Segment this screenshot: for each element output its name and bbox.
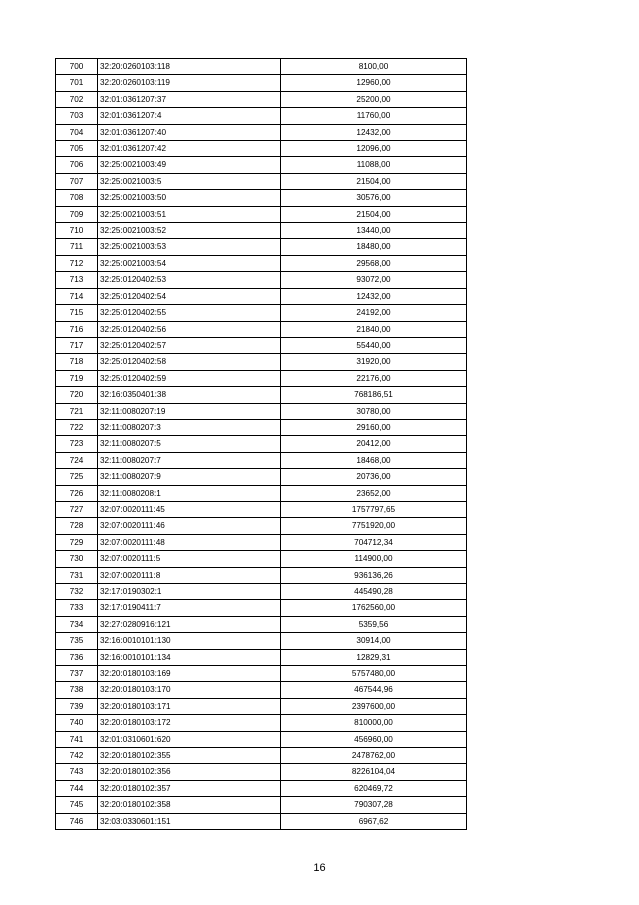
row-number-cell: 742 [56, 748, 98, 764]
cadastral-value-cell: 29568,00 [281, 255, 467, 271]
table-row [56, 337, 467, 353]
cadastral-value-cell: 704712,34 [281, 534, 467, 550]
cadastral-number-cell: 32:01:0310601:620 [98, 731, 281, 747]
table-row [56, 157, 467, 173]
cadastral-value-cell: 20412,00 [281, 436, 467, 452]
cadastral-number-cell: 32:20:0180103:169 [98, 666, 281, 682]
row-number-cell: 702 [56, 91, 98, 107]
cadastral-number-cell: 32:25:0021003:54 [98, 255, 281, 271]
table-row [56, 649, 467, 665]
cadastral-number-cell: 32:20:0180102:357 [98, 780, 281, 796]
cadastral-value-cell: 12829,31 [281, 649, 467, 665]
table-row [56, 518, 467, 534]
row-number-cell: 711 [56, 239, 98, 255]
table-row [56, 764, 467, 780]
table-row [56, 534, 467, 550]
cadastral-number-cell: 32:20:0180103:171 [98, 698, 281, 714]
cadastral-number-cell: 32:20:0260103:118 [98, 59, 281, 75]
cadastral-value-cell: 936136,26 [281, 567, 467, 583]
cadastral-number-cell: 32:16:0010101:134 [98, 649, 281, 665]
cadastral-number-cell: 32:25:0021003:53 [98, 239, 281, 255]
table-row [56, 469, 467, 485]
cadastral-value-cell: 2478762,00 [281, 748, 467, 764]
table-row [56, 305, 467, 321]
cadastral-value-cell: 5359,56 [281, 616, 467, 632]
table-row [56, 124, 467, 140]
table-row [56, 206, 467, 222]
row-number-cell: 709 [56, 206, 98, 222]
cadastral-value-cell: 29160,00 [281, 419, 467, 435]
cadastral-value-cell: 22176,00 [281, 370, 467, 386]
cadastral-value-cell: 445490,28 [281, 584, 467, 600]
cadastral-number-cell: 32:17:0190302:1 [98, 584, 281, 600]
cadastral-value-cell: 467544,96 [281, 682, 467, 698]
row-number-cell: 705 [56, 141, 98, 157]
cadastral-value-cell: 810000,00 [281, 715, 467, 731]
row-number-cell: 701 [56, 75, 98, 91]
cadastral-value-cell: 30576,00 [281, 190, 467, 206]
cadastral-number-cell: 32:17:0190411:7 [98, 600, 281, 616]
cadastral-number-cell: 32:20:0260103:119 [98, 75, 281, 91]
cadastral-value-cell: 30780,00 [281, 403, 467, 419]
cadastral-number-cell: 32:01:0361207:40 [98, 124, 281, 140]
cadastral-number-cell: 32:27:0280916:121 [98, 616, 281, 632]
row-number-cell: 713 [56, 272, 98, 288]
cadastral-number-cell: 32:07:0020111:46 [98, 518, 281, 534]
row-number-cell: 740 [56, 715, 98, 731]
cadastral-number-cell: 32:20:0180103:172 [98, 715, 281, 731]
row-number-cell: 730 [56, 551, 98, 567]
table-row [56, 436, 467, 452]
cadastral-value-cell: 7751920,00 [281, 518, 467, 534]
cadastral-number-cell: 32:11:0080207:3 [98, 419, 281, 435]
table-row [56, 272, 467, 288]
row-number-cell: 732 [56, 584, 98, 600]
cadastral-number-cell: 32:25:0021003:5 [98, 173, 281, 189]
row-number-cell: 737 [56, 666, 98, 682]
table-row [56, 780, 467, 796]
table-row [56, 731, 467, 747]
cadastral-value-cell: 21504,00 [281, 173, 467, 189]
cadastral-value-cell: 12432,00 [281, 288, 467, 304]
table-row [56, 485, 467, 501]
cadastral-value-table [55, 58, 467, 830]
cadastral-value-cell: 11088,00 [281, 157, 467, 173]
cadastral-number-cell: 32:20:0180102:355 [98, 748, 281, 764]
row-number-cell: 736 [56, 649, 98, 665]
cadastral-number-cell: 32:20:0180103:170 [98, 682, 281, 698]
row-number-cell: 731 [56, 567, 98, 583]
cadastral-value-cell: 456960,00 [281, 731, 467, 747]
cadastral-number-cell: 32:25:0120402:55 [98, 305, 281, 321]
cadastral-number-cell: 32:07:0020111:5 [98, 551, 281, 567]
cadastral-value-cell: 8226104,04 [281, 764, 467, 780]
row-number-cell: 722 [56, 419, 98, 435]
row-number-cell: 723 [56, 436, 98, 452]
cadastral-value-cell: 790307,28 [281, 797, 467, 813]
row-number-cell: 735 [56, 633, 98, 649]
row-number-cell: 719 [56, 370, 98, 386]
row-number-cell: 724 [56, 452, 98, 468]
table-row [56, 616, 467, 632]
cadastral-number-cell: 32:11:0080207:19 [98, 403, 281, 419]
table-row [56, 173, 467, 189]
row-number-cell: 714 [56, 288, 98, 304]
table-row [56, 370, 467, 386]
cadastral-value-cell: 8100,00 [281, 59, 467, 75]
table-row [56, 682, 467, 698]
table-body [56, 59, 467, 830]
cadastral-number-cell: 32:01:0361207:42 [98, 141, 281, 157]
cadastral-value-cell: 20736,00 [281, 469, 467, 485]
table-row [56, 797, 467, 813]
cadastral-value-cell: 18480,00 [281, 239, 467, 255]
table-row [56, 501, 467, 517]
cadastral-number-cell: 32:25:0021003:50 [98, 190, 281, 206]
cadastral-value-cell: 13440,00 [281, 223, 467, 239]
cadastral-value-cell: 18468,00 [281, 452, 467, 468]
table-row [56, 59, 467, 75]
table-row [56, 698, 467, 714]
table-row [56, 354, 467, 370]
cadastral-value-cell: 768186,51 [281, 387, 467, 403]
cadastral-number-cell: 32:25:0120402:53 [98, 272, 281, 288]
cadastral-value-cell: 2397600,00 [281, 698, 467, 714]
cadastral-value-cell: 12960,00 [281, 75, 467, 91]
cadastral-value-cell: 5757480,00 [281, 666, 467, 682]
cadastral-number-cell: 32:11:0080208:1 [98, 485, 281, 501]
row-number-cell: 717 [56, 337, 98, 353]
cadastral-number-cell: 32:11:0080207:7 [98, 452, 281, 468]
row-number-cell: 716 [56, 321, 98, 337]
table-row [56, 239, 467, 255]
table-row [56, 452, 467, 468]
table-row [56, 666, 467, 682]
cadastral-value-cell: 55440,00 [281, 337, 467, 353]
row-number-cell: 703 [56, 108, 98, 124]
cadastral-value-cell: 6967,62 [281, 813, 467, 829]
cadastral-value-cell: 12096,00 [281, 141, 467, 157]
cadastral-value-cell: 114900,00 [281, 551, 467, 567]
table-row [56, 223, 467, 239]
cadastral-number-cell: 32:25:0021003:51 [98, 206, 281, 222]
row-number-cell: 708 [56, 190, 98, 206]
table-row [56, 403, 467, 419]
table-row [56, 75, 467, 91]
cadastral-value-cell: 24192,00 [281, 305, 467, 321]
cadastral-value-cell: 21504,00 [281, 206, 467, 222]
cadastral-number-cell: 32:11:0080207:9 [98, 469, 281, 485]
row-number-cell: 707 [56, 173, 98, 189]
cadastral-value-cell: 31920,00 [281, 354, 467, 370]
cadastral-value-cell: 620469,72 [281, 780, 467, 796]
row-number-cell: 739 [56, 698, 98, 714]
table-row [56, 141, 467, 157]
cadastral-number-cell: 32:25:0021003:49 [98, 157, 281, 173]
cadastral-number-cell: 32:11:0080207:5 [98, 436, 281, 452]
table-row [56, 600, 467, 616]
row-number-cell: 725 [56, 469, 98, 485]
cadastral-value-cell: 25200,00 [281, 91, 467, 107]
cadastral-number-cell: 32:20:0180102:356 [98, 764, 281, 780]
table-row [56, 108, 467, 124]
cadastral-value-cell: 1757797,65 [281, 501, 467, 517]
row-number-cell: 728 [56, 518, 98, 534]
cadastral-value-cell: 11760,00 [281, 108, 467, 124]
row-number-cell: 721 [56, 403, 98, 419]
cadastral-number-cell: 32:07:0020111:8 [98, 567, 281, 583]
table-row [56, 387, 467, 403]
table-row [56, 190, 467, 206]
cadastral-number-cell: 32:25:0120402:59 [98, 370, 281, 386]
table-row [56, 567, 467, 583]
cadastral-value-cell: 1762560,00 [281, 600, 467, 616]
table-row [56, 288, 467, 304]
row-number-cell: 704 [56, 124, 98, 140]
table-row [56, 715, 467, 731]
cadastral-value-cell: 23652,00 [281, 485, 467, 501]
row-number-cell: 733 [56, 600, 98, 616]
cadastral-number-cell: 32:01:0361207:37 [98, 91, 281, 107]
row-number-cell: 741 [56, 731, 98, 747]
page-number: 16 [313, 862, 326, 874]
table-row [56, 584, 467, 600]
cadastral-number-cell: 32:25:0120402:56 [98, 321, 281, 337]
table-row [56, 321, 467, 337]
table-row [56, 633, 467, 649]
cadastral-value-cell: 30914,00 [281, 633, 467, 649]
table-row [56, 255, 467, 271]
row-number-cell: 720 [56, 387, 98, 403]
cadastral-number-cell: 32:25:0120402:54 [98, 288, 281, 304]
row-number-cell: 700 [56, 59, 98, 75]
cadastral-number-cell: 32:25:0120402:57 [98, 337, 281, 353]
row-number-cell: 726 [56, 485, 98, 501]
cadastral-number-cell: 32:07:0020111:45 [98, 501, 281, 517]
table-row [56, 419, 467, 435]
table-row [56, 91, 467, 107]
cadastral-number-cell: 32:03:0330601:151 [98, 813, 281, 829]
row-number-cell: 734 [56, 616, 98, 632]
cadastral-value-cell: 21840,00 [281, 321, 467, 337]
table-row [56, 813, 467, 829]
cadastral-number-cell: 32:25:0120402:58 [98, 354, 281, 370]
row-number-cell: 744 [56, 780, 98, 796]
cadastral-number-cell: 32:25:0021003:52 [98, 223, 281, 239]
cadastral-number-cell: 32:20:0180102:358 [98, 797, 281, 813]
row-number-cell: 729 [56, 534, 98, 550]
cadastral-number-cell: 32:16:0350401:38 [98, 387, 281, 403]
cadastral-number-cell: 32:07:0020111:48 [98, 534, 281, 550]
row-number-cell: 745 [56, 797, 98, 813]
row-number-cell: 718 [56, 354, 98, 370]
row-number-cell: 712 [56, 255, 98, 271]
cadastral-number-cell: 32:16:0010101:130 [98, 633, 281, 649]
row-number-cell: 710 [56, 223, 98, 239]
table-row [56, 551, 467, 567]
row-number-cell: 743 [56, 764, 98, 780]
cadastral-value-cell: 12432,00 [281, 124, 467, 140]
row-number-cell: 715 [56, 305, 98, 321]
cadastral-number-cell: 32:01:0361207:4 [98, 108, 281, 124]
row-number-cell: 727 [56, 501, 98, 517]
cadastral-value-cell: 93072,00 [281, 272, 467, 288]
row-number-cell: 746 [56, 813, 98, 829]
table-row [56, 748, 467, 764]
row-number-cell: 738 [56, 682, 98, 698]
row-number-cell: 706 [56, 157, 98, 173]
